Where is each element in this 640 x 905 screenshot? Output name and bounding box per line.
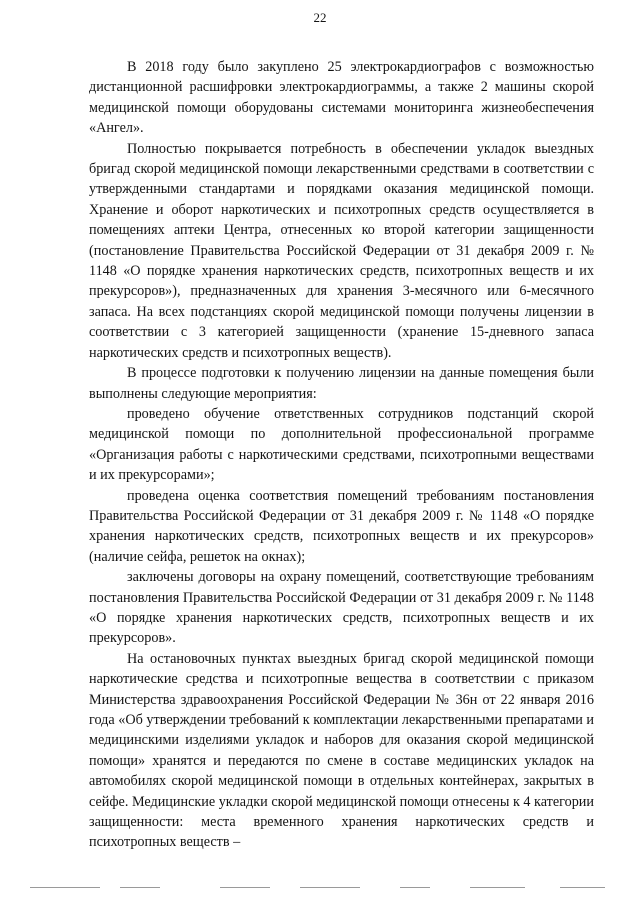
paragraph-storage-points: На остановочных пунктах выездных бригад скорой медицинской помощи наркотические средства и психотропные вещества в соответствии с приказом Министерства здравоохранения Российской Федерации № 36н от 22 января 2016 года «Об утверждении требований к комплектации лекарственными препаратами и медицинскими изделиями укладок и наборов для оказания скорой медицинской помощи» хранятся и передаются по смене в составе медицинских укладок на автомобилях скорой медицинской помощи в отдельных контейнерах, закрытых в сейфе. Медицинские укладки скорой медицинской помощи отнесены к 4 категории защищенности: места временного хранения наркотических средств и психотропных веществ – [89, 650, 594, 851]
paragraph-license-preparation: В процессе подготовки к получению лицензии на данные помещения были выполнены следующие мероприятия: [89, 365, 594, 402]
page-number: 22 [313, 10, 327, 25]
scan-artifact-line [0, 887, 640, 893]
paragraph-security-contracts: заключены договоры на охрану помещений, соответствующие требованиям постановления Правительства Российской Федерации от 31 декабря 2009 г. № 1148 «О порядке хранения наркотических средств, психотропных веществ и их прекурсоров». [89, 569, 594, 647]
paragraph-drug-supply: Полностью покрывается потребность в обеспечении укладок выездных бригад скорой медицинской помощи лекарственными средствами в соответствии с утвержденными стандартами и порядками оказания медицинской помощи. Хранение и оборот наркотических и психотропных средств осуществляется в помещениях аптеки Центра, отнесенных ко второй категории защищенности (постановление Правительства Российской Федерации от 31 декабря 2009 г. № 1148 «О порядке хранения наркотических средств, психотропных веществ и их прекурсоров»), предназначенных для хранения 3-месячного или 6-месячного запаса. На всех подстанциях скорой медицинской помощи получены лицензии в соответствии с 3 категорией защищенности (хранение 15-дневного запаса наркотических средств и психотропных веществ). [89, 140, 594, 361]
paragraph-training: проведено обучение ответственных сотрудников подстанций скорой медицинской помощи по дополнительной профессиональной программе «Организация работы с наркотическими средствами, психотропными веществами и их прекурсорами»; [89, 405, 594, 484]
paragraph-equipment: В 2018 году было закуплено 25 электрокардиографов с возможностью дистанционной расшифровки электрокардиограммы, а также 2 машины скорой медицинской помощи оборудованы системами мониторинга жизнеобеспечения «Ангел». [89, 59, 594, 137]
document-body [89, 57, 594, 853]
paragraph-assessment: проведена оценка соответствия помещений требованиям постановления Правительства Российской Федерации от 31 декабря 2009 г. № 1148 «О порядке хранения наркотических средств, психотропных веществ и их прекурсоров» (наличие сейфа, решеток на окнах); [89, 487, 594, 565]
